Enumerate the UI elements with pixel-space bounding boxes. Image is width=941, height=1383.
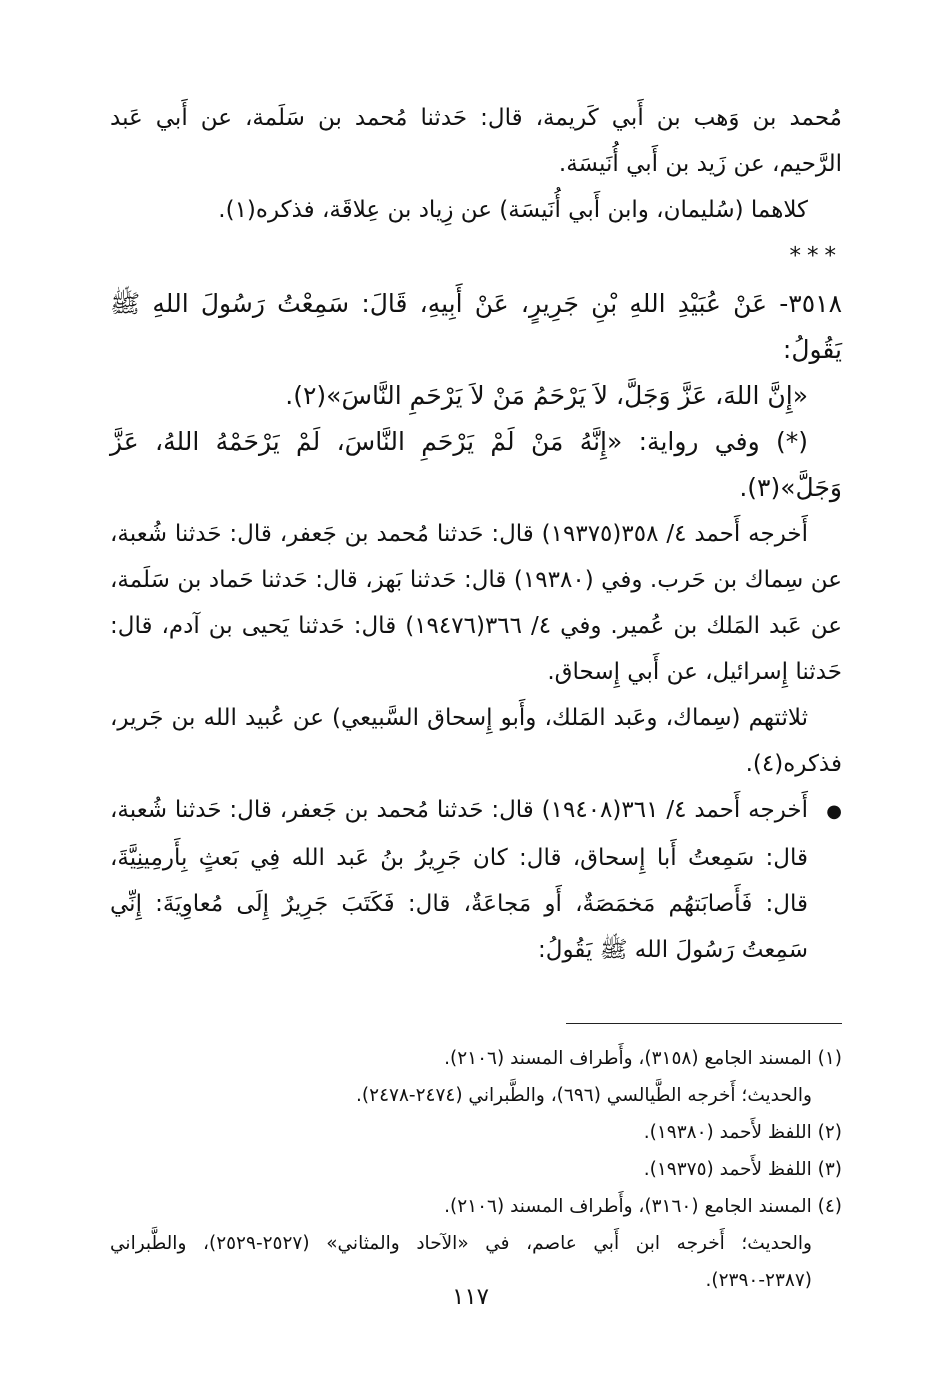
page-number: ١١٧ [451, 1284, 490, 1310]
main-text [110, 95, 842, 973]
footnote-1: (١) المسند الجامع (٣١٥٨)، وأَطراف المسند (٢١٠٦). [444, 1048, 842, 1069]
hadith-matn-1: «إِنَّ اللهَ، عَزَّ وَجَلَّ، لاَ يَرْحَمُ مَنْ لاَ يَرْحَمِ النَّاسَ»(٢). [285, 381, 808, 410]
paragraph-takhrij-3-text: أَخرجه أَحمد ٤/ ٣٦١(١٩٤٠٨) قال: حَدثنا مُحمد بن جَعفر، قال: حَدثنا شُعبة، قال: سَمِعتُ أَبا إِسحاق، قال: كان جَرِيرُ بنُ عَبد الله فِي بَعثٍ بِأَرمِينِيَّةَ، قال: فَأَصابَتهُم مَخمَصَةٌ، أَو مَجاعَةٌ، قال: فَكَتَبَ جَرِيرٌ إِلَى مُعاوِيَةَ: إِنِّي سَمِعتُ رَسُولَ الله ﷺ يَقُولُ: [110, 797, 808, 963]
footnote-separator [566, 1023, 842, 1024]
paragraph-isnad-2: كلاهما (سُليمان، وابن أَبي أُنَيسَة) عن زِياد بن عِلاقَة، فذكره(١). [218, 197, 808, 223]
hadith-heading: ٣٥١٨- عَنْ عُبَيْدِ اللهِ بْنِ جَرِيرٍ، عَنْ أَبِيهِ، قَالَ: سَمِعْتُ رَسُولَ اللهِ ﷺ يَقُولُ: [110, 289, 842, 364]
bullet-icon: ● [826, 801, 842, 822]
footnote-1-continued: والحديث؛ أَخرجه الطَّيالسي (٦٩٦)، والطَّبراني (٢٤٧٤-٢٤٧٨). [356, 1085, 812, 1106]
page-body [110, 95, 842, 1299]
paragraph-takhrij-2: ثلاثتهم (سِماك، وعَبد المَلك، وأَبو إِسحاق السَّبيعي) عن عُبيد الله بن جَرير، فذكره(٤). [110, 705, 842, 777]
paragraph-isnad-1: مُحمد بن وَهب بن أَبي كَريمة، قال: حَدثنا مُحمد بن سَلَمة، عن أَبي عَبد الرَّحيم، عن زَيد بن أَبي أُنَيسَة. [110, 105, 842, 177]
paragraph-takhrij-1: أَخرجه أَحمد ٤/ ٣٥٨(١٩٣٧٥) قال: حَدثنا مُحمد بن جَعفر، قال: حَدثنا شُعبة، عن سِماك بن حَرب. وفي (١٩٣٨٠) قال: حَدثنا بَهز، قال: حَدثنا حَماد بن سَلَمة، عن عَبد المَلك بن عُمير. وفي ٤/ ٣٦٦(١٩٤٧٦) قال: حَدثنا يَحيى بن آدم، قال: حَدثنا إِسرائيل، عن أَبي إِسحاق. [110, 521, 843, 685]
footnote-4: (٤) المسند الجامع (٣١٦٠)، وأَطراف المسند (٢١٠٦). [444, 1196, 842, 1217]
footnote-4-continued: والحديث؛ أَخرجه ابن أَبي عاصم، في «الآحاد والمثاني» (٢٥٢٧-٢٥٢٩)، والطَّبراني (٢٣٨٧-٢٣٩٠). [110, 1233, 812, 1291]
footnotes [110, 1040, 842, 1299]
footnote-3: (٣) اللفظ لأَحمد (١٩٣٧٥). [643, 1159, 842, 1180]
section-separator: *** [789, 243, 842, 269]
footnote-2: (٢) اللفظ لأَحمد (١٩٣٨٠). [643, 1122, 842, 1143]
paragraph-takhrij-3 [110, 787, 842, 973]
hadith-matn-2: (*) وفي رواية: «إِنَّهُ مَنْ لَمْ يَرْحَمِ النَّاسَ، لَمْ يَرْحَمْهُ اللهُ، عَزَّ وَجَلَّ»(٣). [110, 427, 842, 502]
